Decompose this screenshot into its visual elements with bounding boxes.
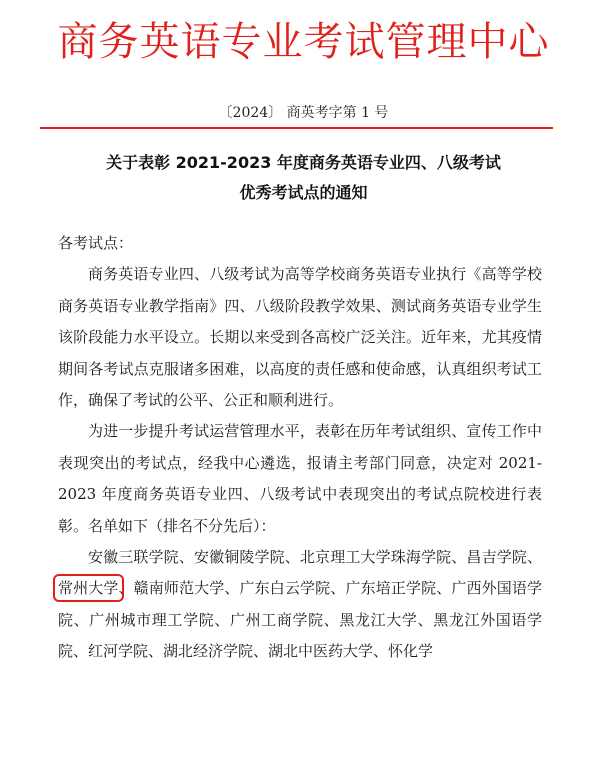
school-list-before: 安徽三联学院、安徽铜陵学院、北京理工大学珠海学院、昌吉学院、 [88, 548, 542, 567]
salutation: 各考试点： [58, 234, 134, 252]
notice-title [0, 148, 607, 208]
notice-title-line-2: 优秀考试点的通知 [239, 183, 368, 202]
highlighted-school[interactable]: 常州大学 [58, 579, 119, 598]
red-divider [40, 127, 553, 129]
notice-title-line-1: 关于表彰 2021-2023 年度商务英语专业四、八级考试 [106, 153, 501, 172]
document-body [58, 228, 542, 668]
paragraph-1: 商务英语专业四、八级考试为高等学校商务英语专业执行《高等学校商务英语专业教学指南》四、八级阶段教学效果、测试商务英语专业学生该阶段能力水平设立。长期以来受到各高校广泛关注。近年来，尤其疫情期间各考试点克服诸多困难，以高度的责任感和使命感，认真组织考试工作，确保了考试的公平、公正和顺利进行。 [58, 265, 542, 410]
school-list-after: 、赣南师范大学、广东白云学院、广东培正学院、广西外国语学院、广州城市理工学院、广州工商学院、黑龙江大学、黑龙江外国语学院、红河学院、湖北经济学院、湖北中医药大学、怀化学 [58, 579, 542, 661]
document-number: 〔2024〕 商英考字第 1 号 [218, 105, 389, 121]
school-list [58, 542, 542, 668]
paragraph-2: 为进一步提升考试运营管理水平，表彰在历年考试组织、宣传工作中表现突出的考试点，经我中心遴选，报请主考部门同意，决定对 2021-2023 年度商务英语专业四、八级考试中表现突出的考试点院校进行表彰。名单如下（排名不分先后）： [58, 422, 542, 535]
org-title: 商务英语专业考试管理中心 [57, 19, 550, 65]
